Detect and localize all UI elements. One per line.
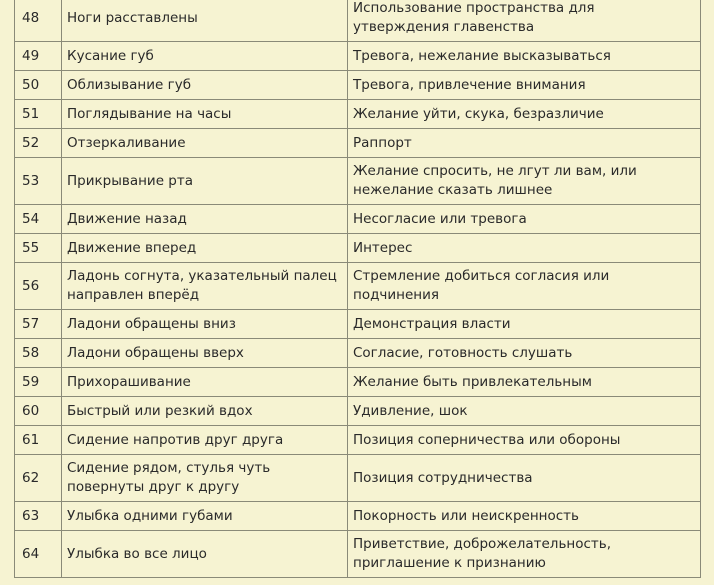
- table-row: [15, 0, 701, 42]
- gesture-cell: Ладони обращены вниз: [62, 310, 348, 339]
- gesture-cell: Сидение рядом, стулья чуть повернуты друг к другу: [62, 455, 348, 502]
- table-row: [15, 531, 701, 578]
- meaning-cell: Желание быть привлекательным: [348, 368, 701, 397]
- meaning-cell: Тревога, привлечение внимания: [348, 71, 701, 100]
- table-row: [15, 71, 701, 100]
- meaning-cell: Демонстрация власти: [348, 310, 701, 339]
- table-row: [15, 158, 701, 205]
- gesture-cell: Прикрывание рта: [62, 158, 348, 205]
- gestures-table: [14, 0, 701, 578]
- gesture-cell: Улыбка во все лицо: [62, 531, 348, 578]
- row-number-cell: 59: [15, 368, 62, 397]
- meaning-cell: Согласие, готовность слушать: [348, 339, 701, 368]
- row-number-cell: 54: [15, 205, 62, 234]
- meaning-cell: Интерес: [348, 234, 701, 263]
- row-number-cell: 56: [15, 263, 62, 310]
- table-row: [15, 205, 701, 234]
- table-row: [15, 455, 701, 502]
- row-number-cell: 52: [15, 129, 62, 158]
- table-row: [15, 234, 701, 263]
- gesture-cell: Сидение напротив друг друга: [62, 426, 348, 455]
- row-number-cell: 64: [15, 531, 62, 578]
- gesture-cell: Улыбка одними губами: [62, 502, 348, 531]
- gesture-cell: Ладони обращены вверх: [62, 339, 348, 368]
- row-number-cell: 62: [15, 455, 62, 502]
- table-row: [15, 368, 701, 397]
- meaning-cell: Тревога, нежелание высказываться: [348, 42, 701, 71]
- gesture-cell: Ладонь согнута, указательный палец направлен вперёд: [62, 263, 348, 310]
- gesture-cell: Движение вперед: [62, 234, 348, 263]
- table-body: [15, 0, 701, 578]
- table-row: [15, 100, 701, 129]
- gesture-cell: Быстрый или резкий вдох: [62, 397, 348, 426]
- row-number-cell: 58: [15, 339, 62, 368]
- meaning-cell: Несогласие или тревога: [348, 205, 701, 234]
- meaning-cell: Желание уйти, скука, безразличие: [348, 100, 701, 129]
- gesture-cell: Движение назад: [62, 205, 348, 234]
- row-number-cell: 57: [15, 310, 62, 339]
- gesture-cell: Прихорашивание: [62, 368, 348, 397]
- gesture-cell: Облизывание губ: [62, 71, 348, 100]
- meaning-cell: Приветствие, доброжелательность, приглашение к признанию: [348, 531, 701, 578]
- meaning-cell: Позиция сотрудничества: [348, 455, 701, 502]
- row-number-cell: 53: [15, 158, 62, 205]
- meaning-cell: Удивление, шок: [348, 397, 701, 426]
- row-number-cell: 49: [15, 42, 62, 71]
- gesture-cell: Кусание губ: [62, 42, 348, 71]
- table-row: [15, 426, 701, 455]
- table-row: [15, 42, 701, 71]
- table-row: [15, 397, 701, 426]
- meaning-cell: Раппорт: [348, 129, 701, 158]
- gesture-cell: Отзеркаливание: [62, 129, 348, 158]
- meaning-cell: Позиция соперничества или обороны: [348, 426, 701, 455]
- table-row: [15, 339, 701, 368]
- row-number-cell: 51: [15, 100, 62, 129]
- table-row: [15, 502, 701, 531]
- meaning-cell: Использование пространства для утверждения главенства: [348, 0, 701, 42]
- row-number-cell: 63: [15, 502, 62, 531]
- gesture-cell: Ноги расставлены: [62, 0, 348, 42]
- meaning-cell: Покорность или неискренность: [348, 502, 701, 531]
- gesture-cell: Поглядывание на часы: [62, 100, 348, 129]
- table-row: [15, 263, 701, 310]
- row-number-cell: 55: [15, 234, 62, 263]
- row-number-cell: 48: [15, 0, 62, 42]
- row-number-cell: 50: [15, 71, 62, 100]
- meaning-cell: Желание спросить, не лгут ли вам, или нежелание сказать лишнее: [348, 158, 701, 205]
- row-number-cell: 61: [15, 426, 62, 455]
- row-number-cell: 60: [15, 397, 62, 426]
- table-row: [15, 129, 701, 158]
- meaning-cell: Стремление добиться согласия или подчинения: [348, 263, 701, 310]
- table-row: [15, 310, 701, 339]
